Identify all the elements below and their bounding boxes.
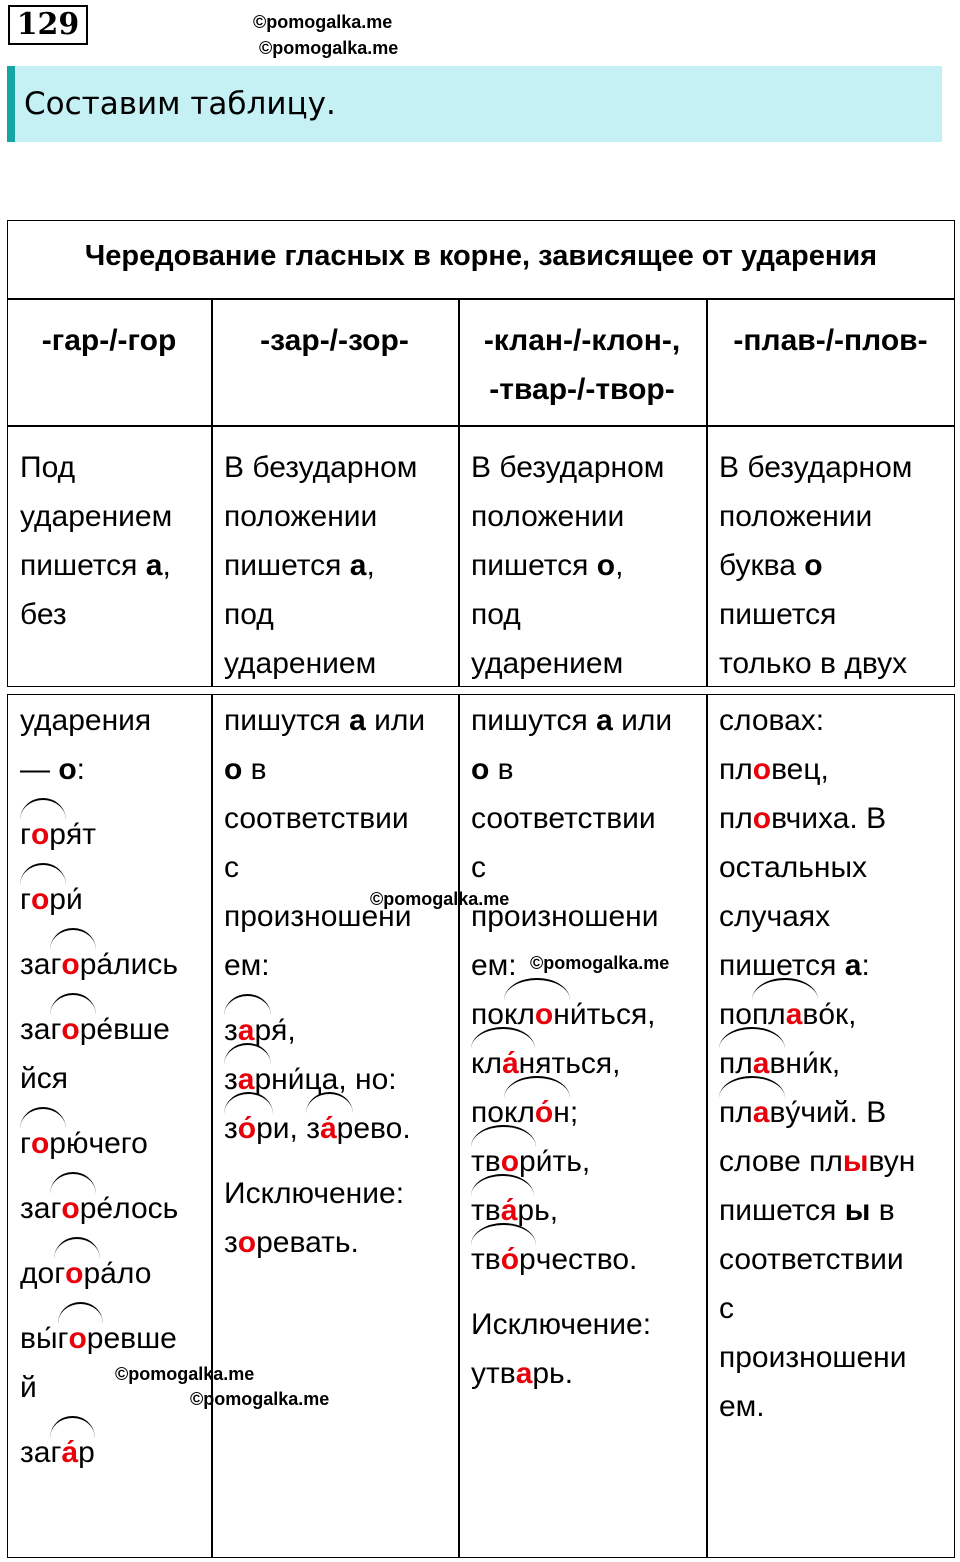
example-word: пловчиха. В xyxy=(719,802,887,835)
example-word: тва́рь, xyxy=(471,1186,672,1235)
text-line: ударением xyxy=(20,500,173,533)
example-word: горю́чего xyxy=(20,1119,178,1168)
banner-text: Составим таблицу. xyxy=(24,86,336,122)
example-word: зоревать. xyxy=(224,1226,359,1259)
text-line: пишутся а или xyxy=(224,704,426,737)
col4-top xyxy=(707,443,912,688)
example-word: догора́ло xyxy=(20,1249,178,1298)
example-word: пловец, xyxy=(719,753,829,786)
example-word: твори́ть, xyxy=(471,1137,672,1186)
example-word: загора́лись xyxy=(20,940,178,989)
text-line: буква о xyxy=(719,549,823,582)
text-line: с xyxy=(224,851,239,884)
example-word: плаву́чий. В xyxy=(719,1088,915,1137)
text-line: йся xyxy=(20,1062,69,1095)
col3-top xyxy=(459,443,664,688)
text-line: ударения xyxy=(20,704,152,737)
text-line: пишется а, xyxy=(224,549,375,582)
example-word: зо́ри, за́рево. xyxy=(224,1104,425,1153)
text-line: пишется о, xyxy=(471,549,624,582)
text-line: под xyxy=(471,598,521,631)
example-word: слове плывун xyxy=(719,1145,916,1178)
watermark: ©pomogalka.me xyxy=(370,889,510,909)
text-line: о в xyxy=(471,753,514,786)
text-line: й xyxy=(20,1371,37,1404)
header-line: -твар-/-твор- xyxy=(489,373,675,406)
text-line: без xyxy=(20,598,67,631)
text-line: В безударном xyxy=(719,451,913,484)
col2-top xyxy=(212,443,417,688)
col1-top xyxy=(8,443,172,639)
header-line: -клан-/-клон-, xyxy=(483,324,681,357)
col3-bottom xyxy=(459,696,672,1398)
text-line: произношени xyxy=(224,900,412,933)
header-zar-zor: -зар-/-зор- xyxy=(260,324,409,357)
example-word: поплаво́к, xyxy=(719,990,915,1039)
text-line: остальных xyxy=(719,851,868,884)
example-word: покло́н; xyxy=(471,1088,672,1137)
text-line: пишется а, xyxy=(20,549,171,582)
task-number: 129 xyxy=(8,5,88,45)
divider xyxy=(7,298,955,300)
col4-bottom xyxy=(707,696,915,1431)
text-line: соответствии xyxy=(719,1243,904,1276)
example-word: поклони́ться, xyxy=(471,990,672,1039)
text-line: пишется xyxy=(719,598,837,631)
text-line: с xyxy=(471,851,486,884)
text-line: под xyxy=(224,598,274,631)
text-line: ем. xyxy=(719,1390,765,1423)
text-line: Под xyxy=(20,451,76,484)
header-gar-gor: -гар-/-гор xyxy=(41,324,177,357)
text-line: Исключение: xyxy=(471,1308,652,1341)
example-word: плавни́к, xyxy=(719,1039,915,1088)
text-line: В безударном xyxy=(224,451,418,484)
text-line: соответствии xyxy=(224,802,409,835)
text-line: В безударном xyxy=(471,451,665,484)
watermark: ©pomogalka.me xyxy=(530,953,670,973)
text-line: случаях xyxy=(719,900,831,933)
example-word: тво́рчество. xyxy=(471,1235,672,1284)
example-word: кла́няться, xyxy=(471,1039,672,1088)
col1-bottom xyxy=(8,696,178,1477)
example-word: утварь. xyxy=(471,1357,574,1390)
text-line: ударением xyxy=(471,647,624,680)
text-line: произношени xyxy=(719,1341,907,1374)
text-line: положении xyxy=(471,500,625,533)
example-word: загоре́лось xyxy=(20,1184,178,1233)
text-line: только в двух xyxy=(719,647,908,680)
example-word: заря́, xyxy=(224,1006,425,1055)
text-line: пишется ы в xyxy=(719,1194,895,1227)
text-line: о в xyxy=(224,753,267,786)
text-line: ударением xyxy=(224,647,377,680)
banner-accent xyxy=(7,66,15,142)
table-title: Чередование гласных в корне, зависящее от ударения xyxy=(84,240,878,272)
example-word: загоре́вше xyxy=(20,1005,178,1054)
banner xyxy=(7,66,942,142)
text-line: соответствии xyxy=(471,802,656,835)
text-line: Исключение: xyxy=(224,1177,405,1210)
text-line: — о: xyxy=(20,753,86,786)
text-line: положении xyxy=(224,500,378,533)
text-line: ем: xyxy=(224,949,270,982)
col2-bottom xyxy=(212,696,425,1267)
example-word: зага́р xyxy=(20,1428,178,1477)
watermark: ©pomogalka.me xyxy=(259,38,399,58)
text-line: с xyxy=(719,1292,734,1325)
watermark: ©pomogalka.me xyxy=(190,1389,330,1409)
watermark: ©pomogalka.me xyxy=(115,1364,255,1384)
divider xyxy=(7,425,955,427)
watermark: ©pomogalka.me xyxy=(253,12,393,32)
text-line: пишутся а или xyxy=(471,704,673,737)
example-word: горя́т xyxy=(20,810,178,859)
text-line: произношени xyxy=(471,900,659,933)
header-plav-plov: -плав-/-плов- xyxy=(733,324,928,357)
text-line: положении xyxy=(719,500,873,533)
text-line: пишется а: xyxy=(719,949,870,982)
text-line: словах: xyxy=(719,704,825,737)
text-line: ем: xyxy=(471,949,517,982)
example-word: зарни́ца, но: xyxy=(224,1055,425,1104)
example-word: гори́ xyxy=(20,875,178,924)
example-word: вы́горевше xyxy=(20,1314,178,1363)
header-klan-klon xyxy=(458,316,706,414)
